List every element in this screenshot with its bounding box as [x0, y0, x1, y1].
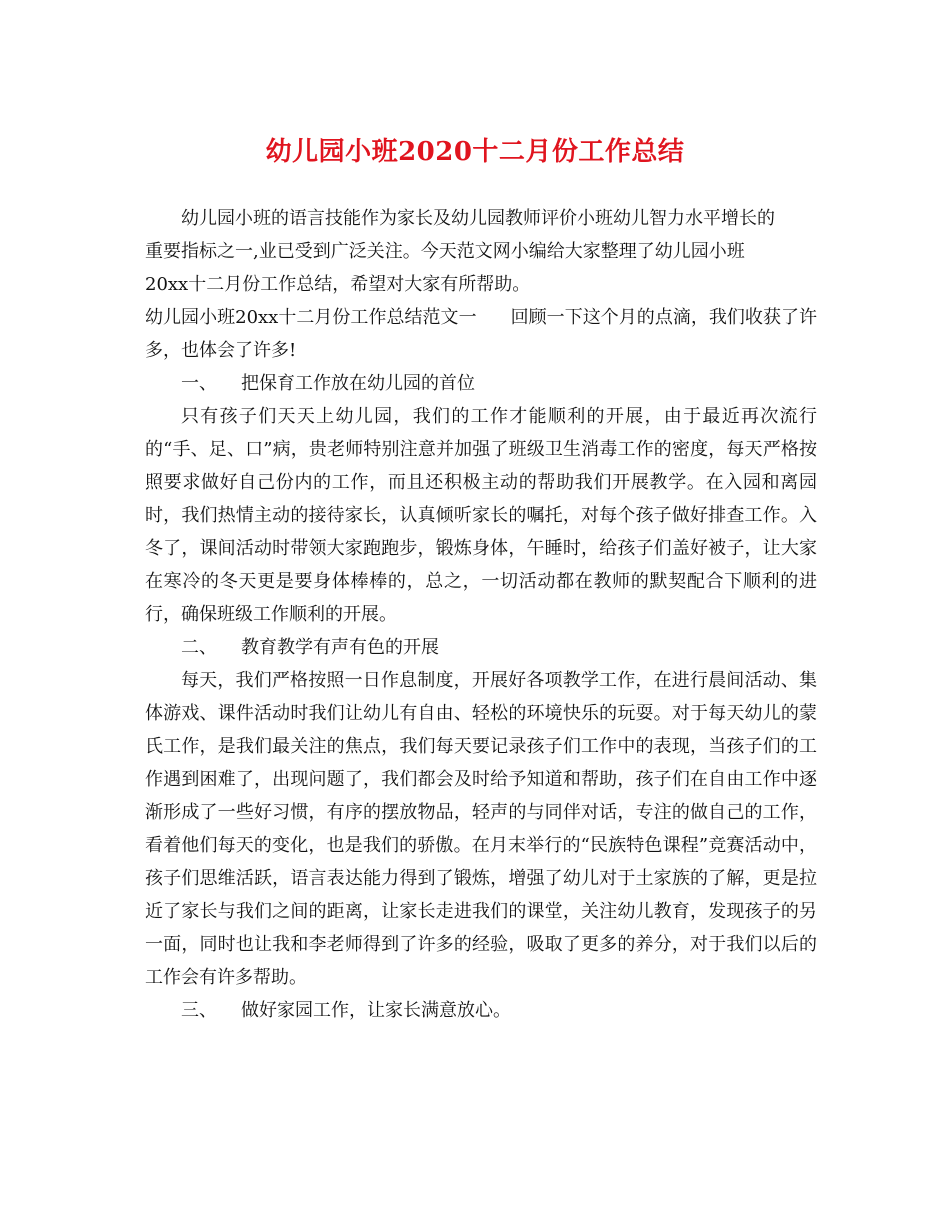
intro-line-1: 幼儿园小班的语言技能作为家长及幼儿园教师评价小班幼儿智力水平增长的 [181, 208, 775, 229]
section-heading-text: 把保育工作放在幼儿园的首位 [241, 373, 475, 394]
intro-paragraph [145, 202, 817, 301]
section-number: 一、 [181, 373, 217, 394]
intro-line-3: 20xx十二月份工作总结，希望对大家有所帮助。 [145, 274, 531, 295]
section-heading-3 [145, 994, 817, 1027]
section-heading-1 [145, 367, 817, 400]
section-number: 三、 [181, 1000, 217, 1021]
section-heading-text: 教育教学有声有色的开展 [241, 637, 439, 658]
section-body-2: 每天，我们严格按照一日作息制度，开展好各项教学工作，在进行晨间活动、集体游戏、课件活动时我们让幼儿有自由、轻松的环境快乐的玩耍。对于每天幼儿的蒙氏工作，是我们最关注的焦点，我们每天要记录孩子们工作中的表现，当孩子们的工作遇到困难了，出现问题了，我们都会及时给予知道和帮助，孩子们在自由工作中逐渐形成了一些好习惯，有序的摆放物品，轻声的与同伴对话，专注的做自己的工作，看着他们每天的变化，也是我们的骄傲。在月末举行的“民族特色课程”竞赛活动中，孩子们思维活跃，语言表达能力得到了锻炼，增强了幼儿对于土家族的了解，更是拉近了家长与我们之间的距离，让家长走进我们的课堂，关注幼儿教育，发现孩子的另一面，同时也让我和李老师得到了许多的经验，吸取了更多的养分，对于我们以后的工作会有许多帮助。 [145, 670, 817, 988]
section-number: 二、 [181, 637, 217, 658]
sample-paragraph [145, 301, 817, 367]
page-title: 幼儿园小班2020十二月份工作总结 [265, 137, 685, 167]
section-body-1: 只有孩子们天天上幼儿园，我们的工作才能顺利的开展，由于最近再次流行的“手、足、口”病，贵老师特别注意并加强了班级卫生消毒工作的密度，每天严格按照要求做好自己份内的工作，而且还积极主动的帮助我们开展教学。在入园和离园时，我们热情主动的接待家长，认真倾听家长的嘱托，对每个孩子做好排查工作。入冬了，课间活动时带领大家跑跑步，锻炼身体，午睡时，给孩子们盖好被子，让大家在寒冷的冬天更是要身体棒棒的，总之，一切活动都在教师的默契配合下顺利的进行，确保班级工作顺利的开展。 [145, 406, 817, 625]
sample-opening: 回顾一下这个月的点滴，我们收获了许多，也体会了许多! [145, 307, 817, 361]
section-heading-2 [145, 631, 817, 664]
intro-line-2: 重要指标之一,业已受到广泛关注。今天范文网小编给大家整理了幼儿园小班 [145, 241, 745, 262]
sample-label: 幼儿园小班20xx十二月份工作总结范文一 [145, 307, 477, 328]
document-body [145, 202, 817, 1027]
section-heading-text: 做好家园工作，让家长满意放心。 [241, 1000, 511, 1021]
